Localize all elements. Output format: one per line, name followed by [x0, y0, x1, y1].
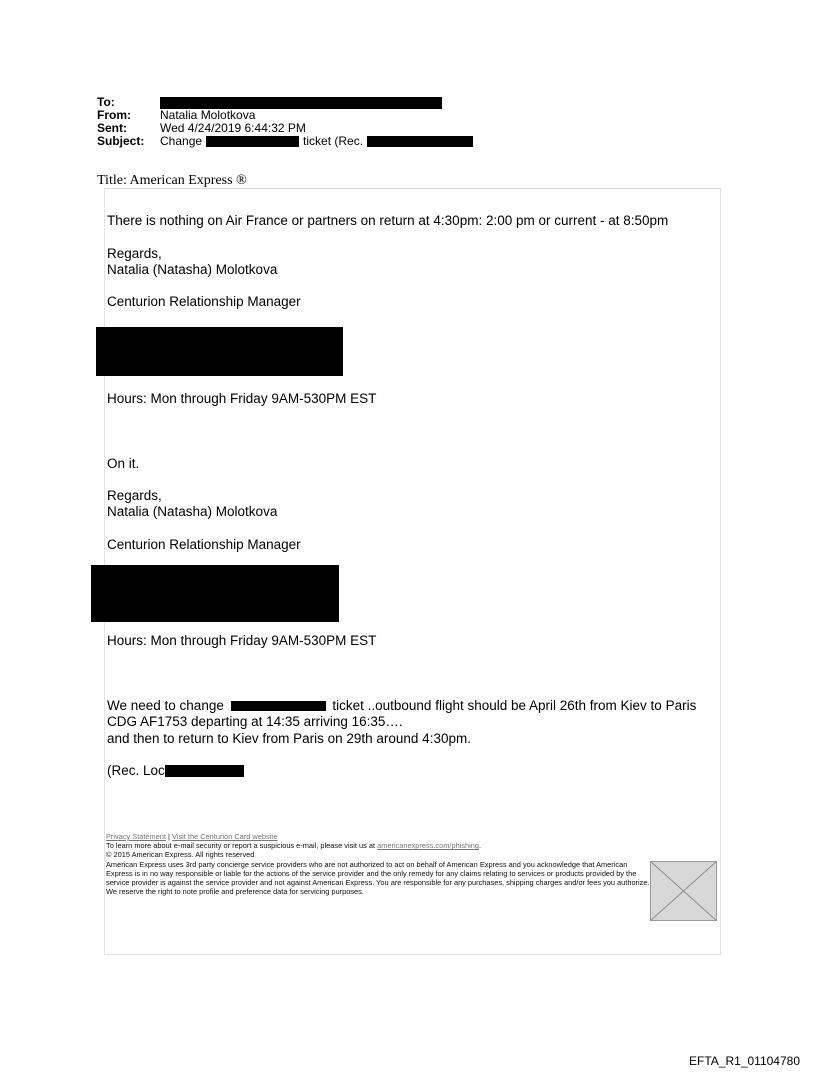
subject-part1: Change	[160, 134, 203, 148]
request-line-2: CDG AF1753 departing at 14:35 arriving 16:35….	[107, 714, 403, 729]
redaction-block-2	[91, 565, 339, 622]
signature-role-1: Centurion Relationship Manager	[107, 294, 301, 309]
redaction-request	[231, 701, 326, 711]
security-text: To learn more about e-mail security or report a suspicious e-mail, please visit us at	[106, 841, 378, 851]
redaction-rec-loc	[165, 765, 244, 777]
disclaimer-text: American Express uses 3rd party concierge service providers who are not authorized to act on behalf of American Express and you acknowledge that American Express is in no way responsible or liable for the actions of the service provider and the only remedy for any claims relating to services or products provided by the service provider is against the service provider and not against American Express. You are responsible for any purchases, shipping charges and/or fees you authorize. We reserve the right to note profile and preference data for servicing purposes.	[106, 859, 650, 897]
phishing-link[interactable]: americanexpress.com/phishing	[377, 841, 479, 851]
to-row	[97, 96, 473, 109]
rec-loc-line	[107, 763, 244, 779]
security-line: To learn more about e-mail security or report a suspicious e-mail, please visit us at americanexpress.com/phishing.	[106, 841, 482, 851]
signature-role-2: Centurion Relationship Manager	[107, 537, 301, 552]
redaction-to	[160, 97, 442, 109]
redaction-subject-1	[206, 136, 299, 147]
request-line-1b: ticket ..outbound flight should be April 26th from Kiev to Paris	[332, 698, 697, 713]
document-id: EFTA_R1_01104780	[689, 1054, 800, 1068]
email-footer	[106, 832, 651, 896]
signature-name-1: Natalia (Natasha) Molotkova	[107, 262, 278, 277]
email-header	[97, 96, 473, 148]
from-value: Natalia Molotkova	[160, 108, 256, 122]
sent-value: Wed 4/24/2019 6:44:32 PM	[160, 121, 306, 135]
subject-label: Subject:	[97, 134, 145, 148]
to-label: To:	[97, 95, 115, 109]
on-it-text: On it.	[107, 456, 140, 471]
from-label: From:	[97, 108, 131, 122]
copyright-text: © 2015 American Express. All rights reserved	[106, 850, 255, 860]
privacy-statement-link[interactable]: Privacy Statement	[106, 832, 166, 841]
signature-name-2: Natalia (Natasha) Molotkova	[107, 504, 278, 519]
centurion-website-link[interactable]: Visit the Centurion Card website	[172, 832, 278, 841]
page-title: Title: American Express ®	[97, 173, 247, 188]
body-line-1: There is nothing on Air France or partners on return at 4:30pm: 2:00 pm or current - at 8:50pm	[107, 213, 669, 228]
redaction-block-1	[96, 327, 343, 376]
redaction-subject-2	[367, 136, 473, 147]
request-line-3: and then to return to Kiev from Paris on 29th around 4:30pm.	[107, 731, 471, 746]
broken-image-icon	[650, 861, 717, 921]
hours-1: Hours: Mon through Friday 9AM-530PM EST	[107, 391, 377, 406]
regards-2: Regards,	[107, 488, 162, 503]
regards-1: Regards,	[107, 246, 162, 261]
sent-label: Sent:	[97, 121, 127, 135]
subject-row	[97, 135, 473, 148]
request-line-1a: We need to change	[107, 698, 224, 713]
hours-2: Hours: Mon through Friday 9AM-530PM EST	[107, 633, 377, 648]
sent-row	[97, 122, 473, 135]
footer-link-separator: |	[165, 832, 173, 841]
request-line-1	[107, 698, 696, 714]
footer-links	[106, 832, 651, 841]
subject-part2: ticket (Rec.	[303, 134, 364, 148]
rec-loc-label: (Rec. Loc	[107, 763, 165, 778]
